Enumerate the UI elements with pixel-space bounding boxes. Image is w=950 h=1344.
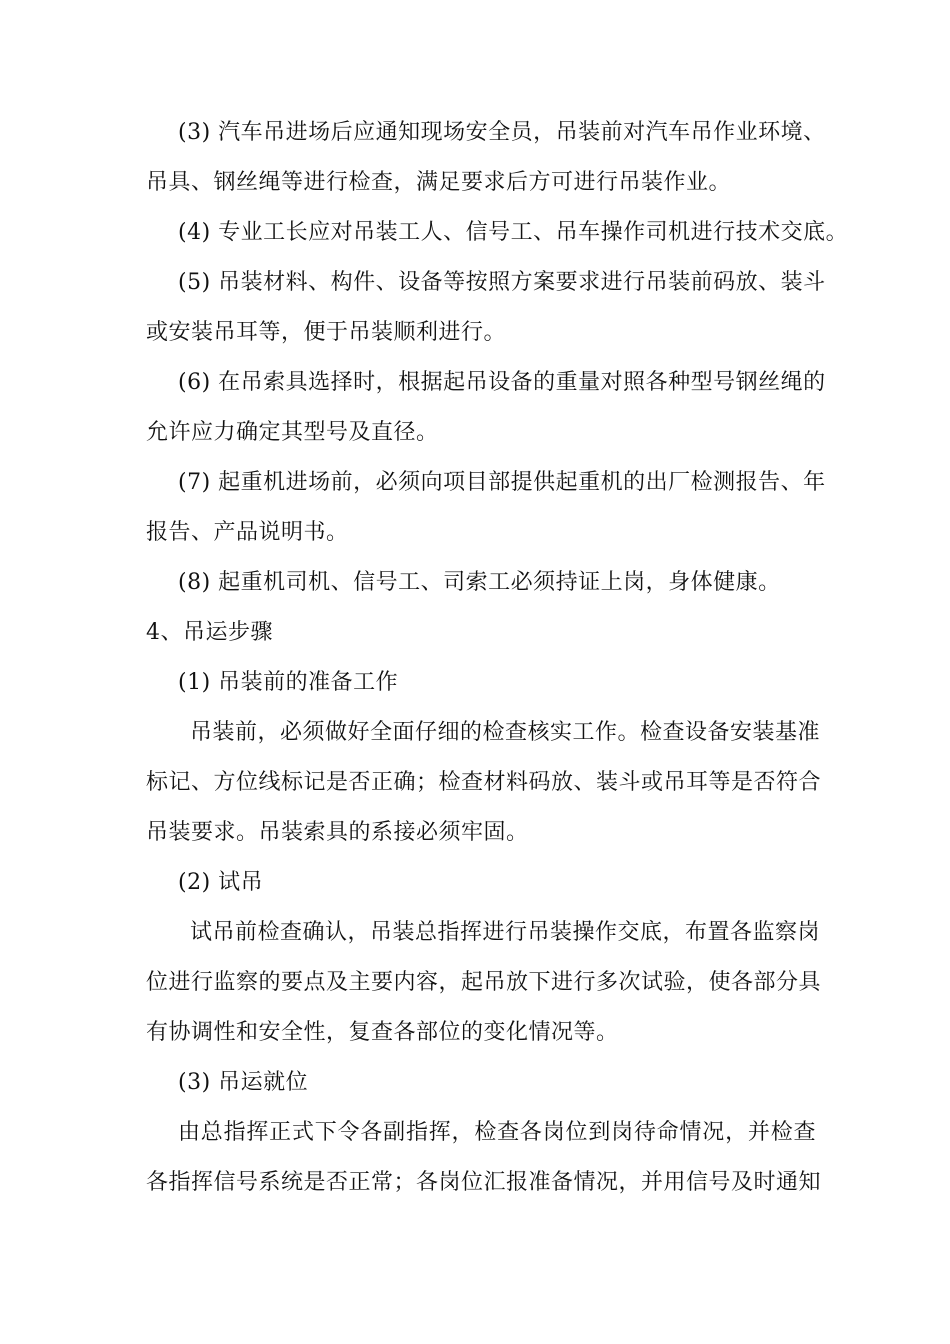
paragraph-line: 吊装要求。吊装索具的系接必须牢固。 [146,820,529,845]
paragraph-line: 由总指挥正式下令各副指挥，检查各岗位到岗待命情况，并检查 [178,1120,816,1145]
paragraph-line: (6) 在吊索具选择时，根据起吊设备的重量对照各种型号钢丝绳的 [178,370,826,395]
paragraph-line: 吊装前，必须做好全面仔细的检查核实工作。检查设备安装基准 [190,720,821,745]
paragraph-line: 允许应力确定其型号及直径。 [146,420,439,445]
paragraph-line: 标记、方位线标记是否正确；检查材料码放、装斗或吊耳等是否符合 [146,770,822,795]
paragraph-line: (7) 起重机进场前，必须向项目部提供起重机的出厂检测报告、年 [178,470,826,495]
subsection-heading: (2) 试吊 [178,870,264,895]
section-heading: 4、吊运步骤 [146,620,273,645]
paragraph-line: (3) 汽车吊进场后应通知现场安全员，吊装前对汽车吊作业环境、 [178,120,826,145]
paragraph-line: 或安装吊耳等，便于吊装顺利进行。 [146,320,507,345]
subsection-heading: (1) 吊装前的准备工作 [178,670,399,695]
paragraph-line: 有协调性和安全性，复查各部位的变化情况等。 [146,1020,619,1045]
paragraph-line: 各指挥信号系统是否正常；各岗位汇报准备情况，并用信号及时通知 [146,1170,822,1195]
paragraph-line: 试吊前检查确认，吊装总指挥进行吊装操作交底，布置各监察岗 [190,920,821,945]
paragraph-line: 报告、产品说明书。 [146,520,349,545]
subsection-heading: (3) 吊运就位 [178,1070,309,1095]
paragraph-line: (4) 专业工长应对吊装工人、信号工、吊车操作司机进行技术交底。 [178,220,849,245]
paragraph-line: (8) 起重机司机、信号工、司索工必须持证上岗，身体健康。 [178,570,781,595]
paragraph-line: 吊具、钢丝绳等进行检查，满足要求后方可进行吊装作业。 [146,170,732,195]
paragraph-line: 位进行监察的要点及主要内容，起吊放下进行多次试验，使各部分具 [146,970,822,995]
paragraph-line: (5) 吊装材料、构件、设备等按照方案要求进行吊装前码放、装斗 [178,270,826,295]
